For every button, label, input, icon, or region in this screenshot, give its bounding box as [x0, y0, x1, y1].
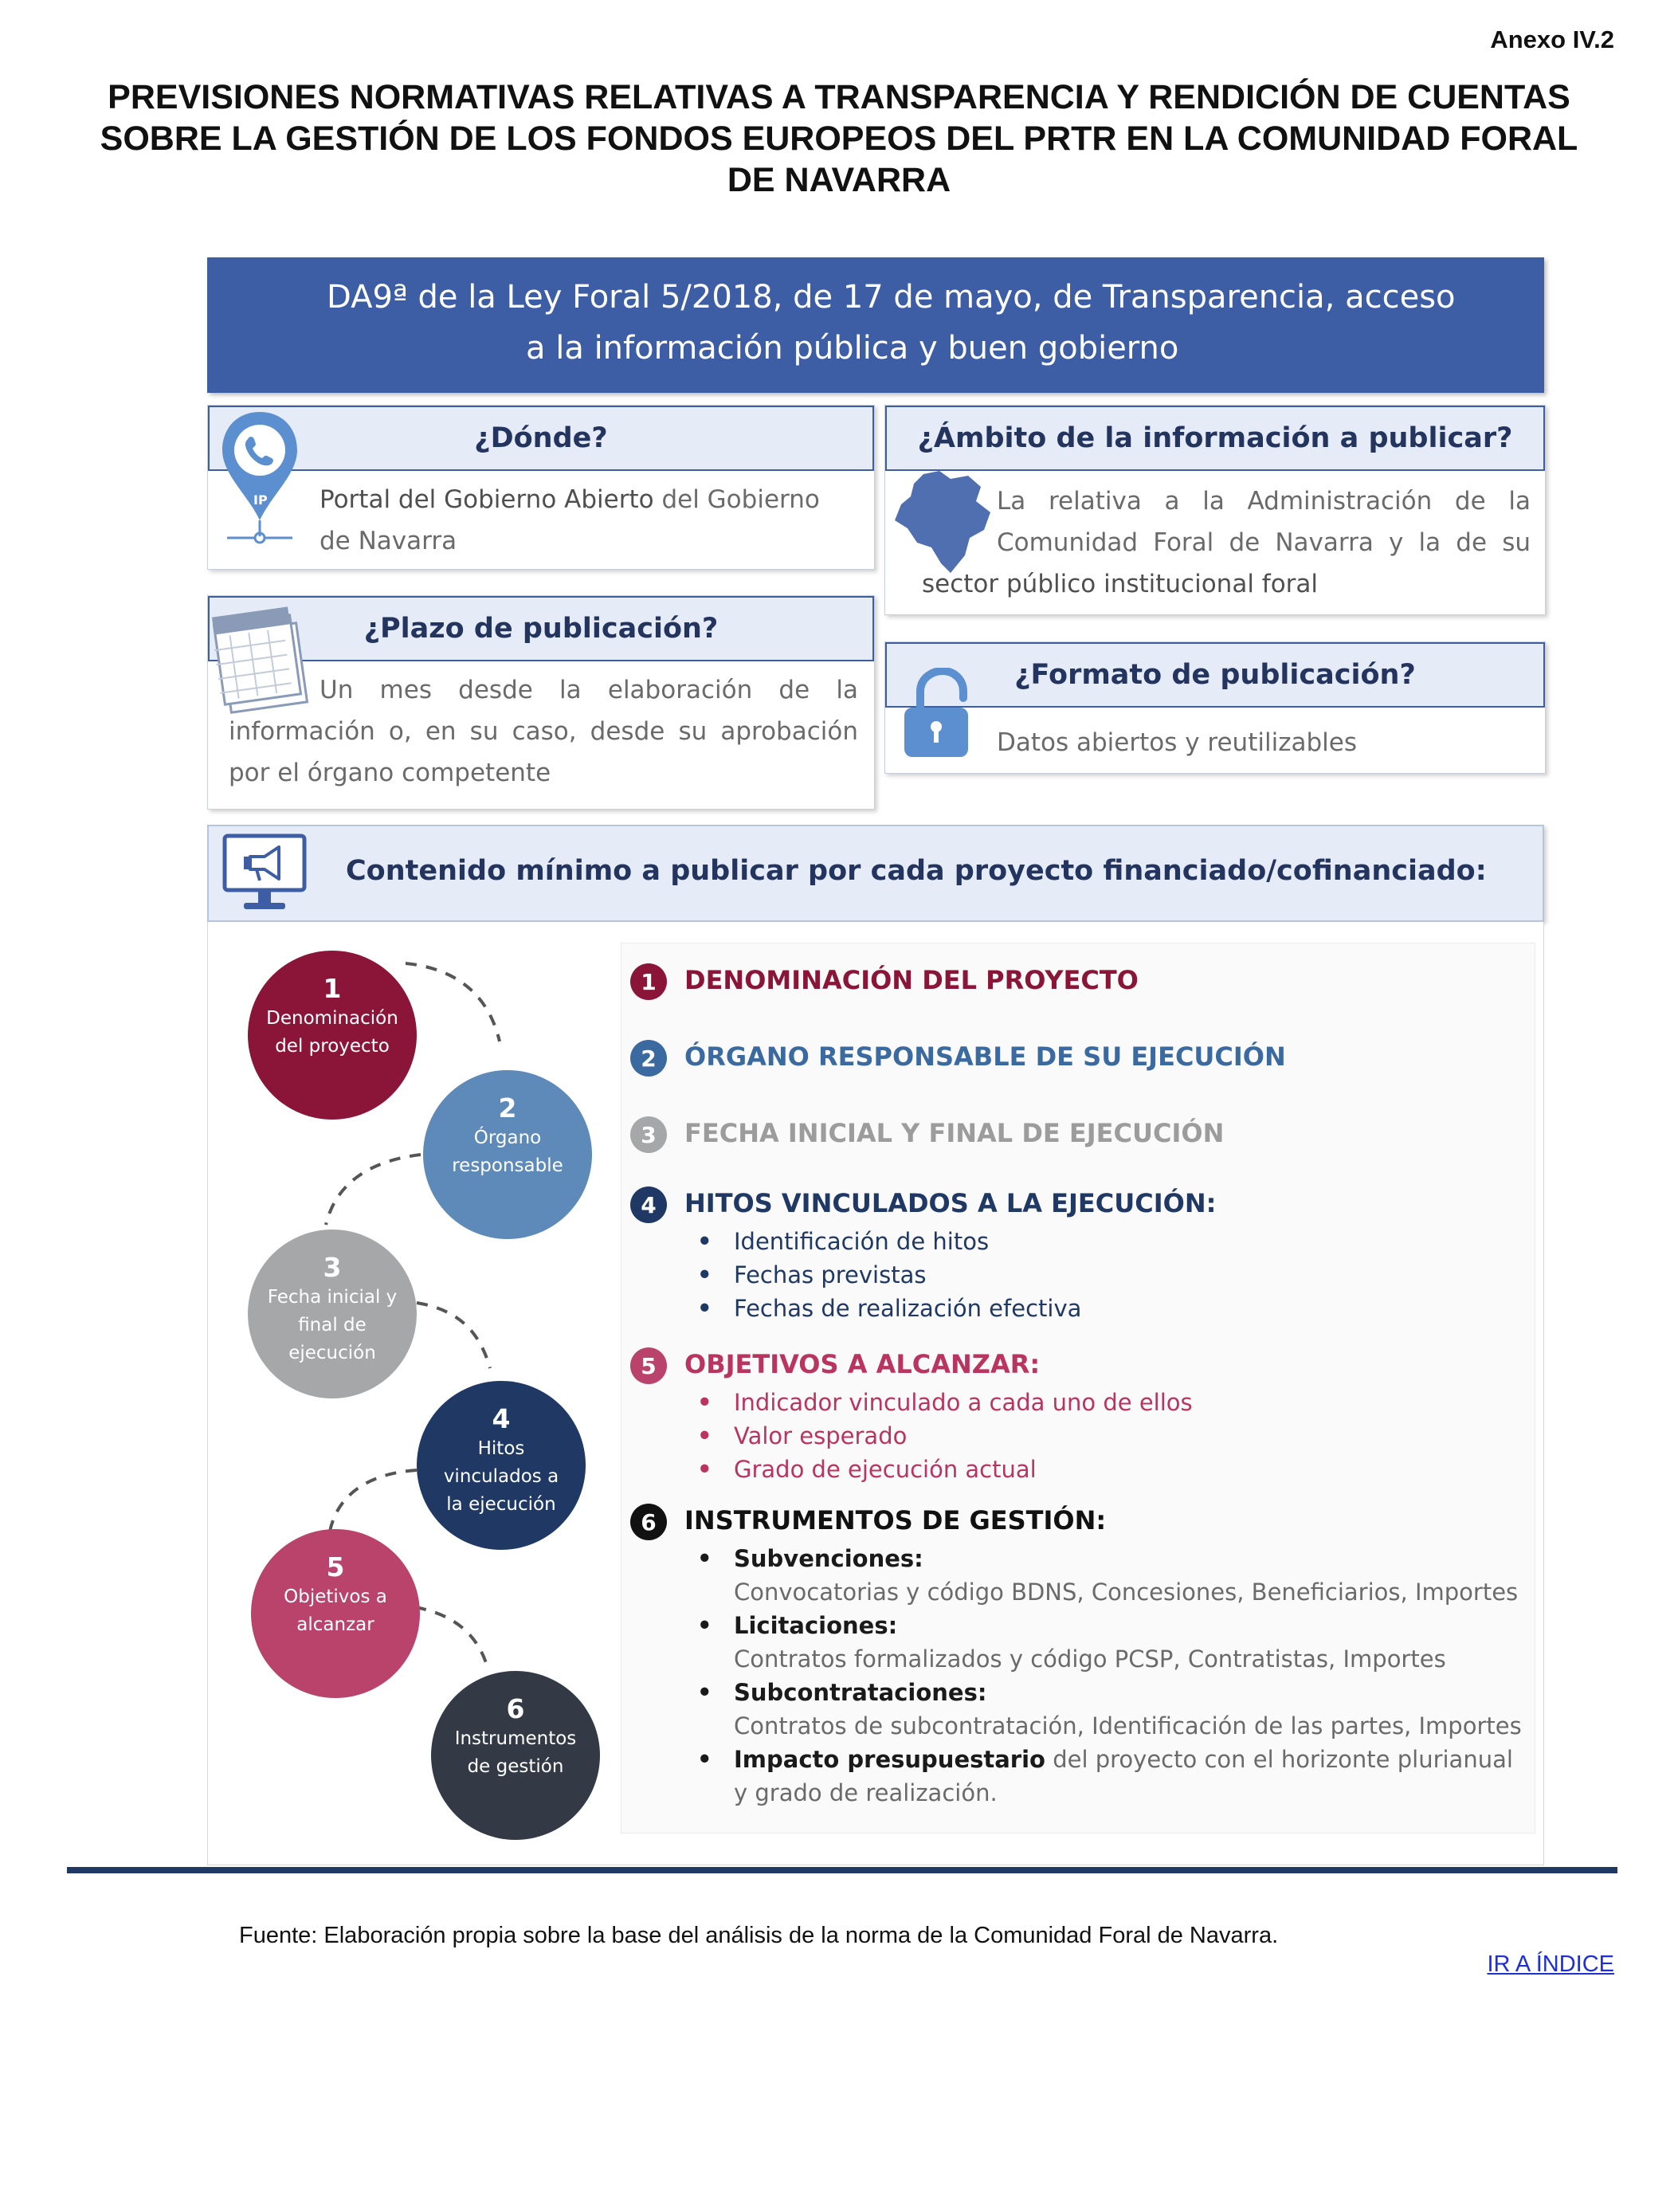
list-item: • Valor esperado	[734, 1419, 1193, 1453]
list-item: • Identificación de hitos	[734, 1225, 1081, 1258]
card-plazo-text-a: Un mes desde la elaboración de la	[320, 676, 858, 704]
item-5-title: OBJETIVOS A ALCANZAR:	[684, 1349, 1041, 1379]
item-6-badge: 6	[630, 1504, 667, 1540]
svg-text:IP: IP	[253, 492, 268, 508]
card-donde	[207, 405, 875, 570]
list-item: • Subcontrataciones:	[734, 1676, 1522, 1709]
source-note: Fuente: Elaboración propia sobre la base del análisis de la norma de la Comunidad Foral de Navarra.	[239, 1923, 1279, 1948]
card-ambito-text-a: La relativa a la Administración de la Comunidad Foral de Navarra y la de su	[997, 487, 1531, 557]
banner-line-1: DA9ª de la Ley Foral 5/2018, de 17 de mayo, de Transparencia, acceso	[327, 279, 1456, 316]
step-circle-2: 2 Órgano responsable	[423, 1070, 592, 1239]
infographic	[207, 257, 1544, 1865]
document-title	[67, 76, 1611, 201]
list-item-detail: Contratos formalizados y código PCSP, Contratistas, Importes	[734, 1645, 1446, 1673]
card-ambito-text-b: sector público institucional foral	[922, 570, 1319, 598]
item-3-title: FECHA INICIAL Y FINAL DE EJECUCIÓN	[684, 1118, 1225, 1148]
card-ambito	[884, 405, 1546, 615]
item-4-badge: 4	[630, 1186, 667, 1223]
list-item-detail: Convocatorias y código BDNS, Concesiones, Beneficiarios, Importes	[734, 1579, 1519, 1606]
card-formato-text: Datos abiertos y reutilizables	[997, 728, 1357, 757]
item-2-title: ÓRGANO RESPONSABLE DE SU EJECUCIÓN	[684, 1041, 1286, 1072]
step-circle-5: 5 Objetivos a alcanzar	[251, 1529, 420, 1698]
list-item: • Fechas de realización efectiva	[734, 1292, 1081, 1325]
step-circle-4: 4 Hitos vinculados a la ejecución	[417, 1381, 586, 1550]
title-line-2: SOBRE LA GESTIÓN DE LOS FONDOS EUROPEOS DEL PRTR EN LA COMUNIDAD FORAL	[100, 120, 1578, 158]
title-line-3: DE NAVARRA	[727, 161, 951, 199]
ir-a-indice-link[interactable]: IR A ÍNDICE	[1487, 1951, 1614, 1977]
navarra-map-icon	[892, 469, 995, 577]
list-item: • Grado de ejecución actual	[734, 1453, 1193, 1486]
card-donde-heading: ¿Dónde?	[208, 406, 874, 471]
list-item: • Fechas previstas	[734, 1258, 1081, 1292]
card-plazo-text-b: información o, en su caso, desde su aprobación	[229, 717, 858, 746]
step-circle-6: 6 Instrumentos de gestión	[431, 1671, 600, 1840]
footer-divider	[67, 1867, 1617, 1873]
card-donde-text: Portal del Gobierno Abierto del Gobierno de Navarra	[320, 485, 820, 555]
card-formato-heading: ¿Formato de publicación?	[885, 642, 1545, 708]
item-6-title: INSTRUMENTOS DE GESTIÓN:	[684, 1505, 1107, 1535]
card-formato	[884, 641, 1546, 774]
step-circle-3: 3 Fecha inicial y final de ejecución	[248, 1230, 417, 1398]
item-6-bullets	[734, 1542, 1522, 1810]
item-3-badge: 3	[630, 1116, 667, 1153]
item-4-bullets	[734, 1225, 1081, 1325]
list-item: • Licitaciones:	[734, 1609, 1522, 1642]
step-circle-1: 1 Denominación del proyecto	[248, 951, 417, 1120]
list-item-detail: y grado de realización.	[734, 1779, 998, 1806]
contenido-heading: Contenido mínimo a publicar por cada proyecto financiado/cofinanciado:	[346, 855, 1487, 887]
item-4-title: HITOS VINCULADOS A LA EJECUCIÓN:	[684, 1188, 1217, 1218]
card-plazo-text-c: por el órgano competente	[229, 759, 551, 787]
map-pin-phone-icon	[216, 409, 304, 544]
law-banner	[207, 257, 1544, 393]
list-item: • Impacto presupuestario del proyecto con el horizonte plurianual	[734, 1743, 1522, 1776]
item-1-badge: 1	[630, 963, 667, 1000]
list-item-detail: Contratos de subcontratación, Identificación de las partes, Importes	[734, 1712, 1522, 1739]
list-item: • Indicador vinculado a cada uno de ellos	[734, 1386, 1193, 1419]
item-1-title: DENOMINACIÓN DEL PROYECTO	[684, 965, 1139, 995]
monitor-megaphone-icon	[222, 833, 308, 916]
card-plazo-heading: ¿Plazo de publicación?	[208, 596, 874, 661]
card-plazo	[207, 595, 875, 810]
item-5-badge: 5	[630, 1347, 667, 1384]
title-line-1: PREVISIONES NORMATIVAS RELATIVAS A TRANSPARENCIA Y RENDICIÓN DE CUENTAS	[108, 78, 1570, 116]
list-item: • Subvenciones:	[734, 1542, 1522, 1575]
contenido-heading-bar	[207, 825, 1544, 922]
portal-name: Portal del Gobierno Abierto	[320, 485, 654, 514]
open-padlock-icon	[903, 668, 970, 760]
banner-line-2: a la información pública y buen gobierno	[526, 330, 1179, 367]
contenido-body	[207, 922, 1544, 1865]
annex-label: Anexo IV.2	[1490, 25, 1614, 53]
card-ambito-heading: ¿Ámbito de la información a publicar?	[885, 406, 1545, 471]
item-2-badge: 2	[630, 1040, 667, 1077]
item-5-bullets	[734, 1386, 1193, 1486]
